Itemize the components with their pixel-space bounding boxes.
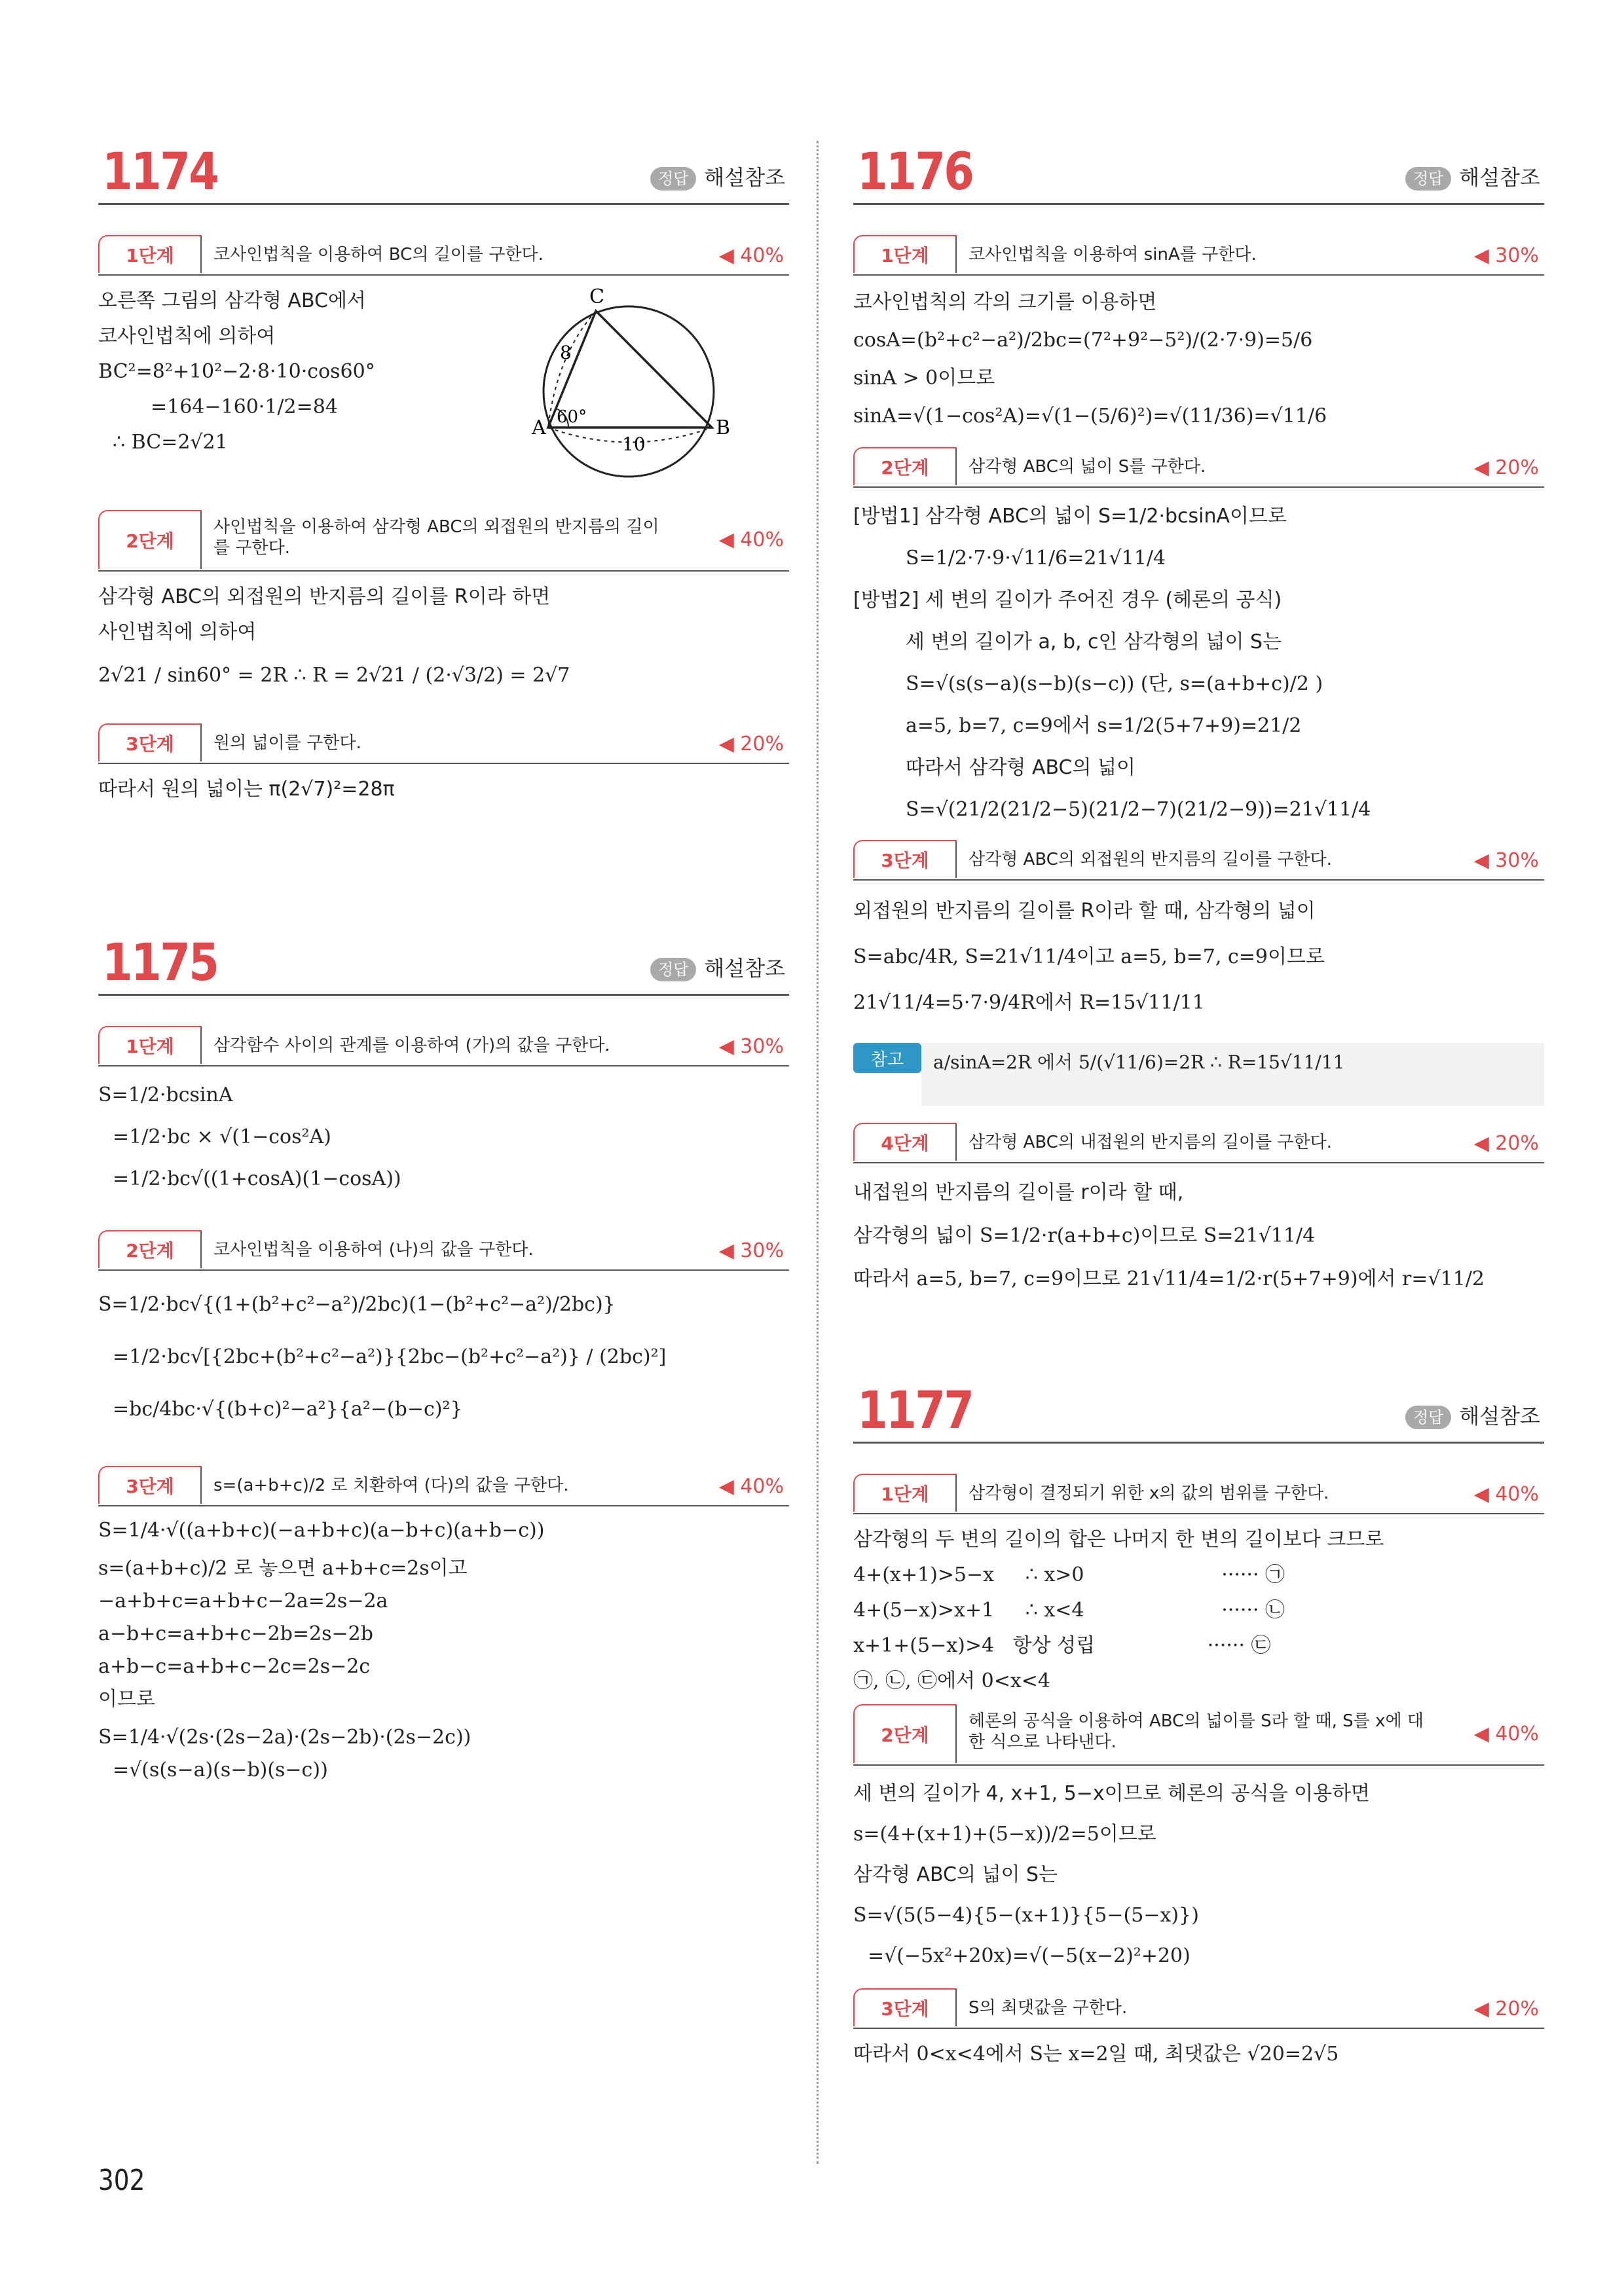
answer-badge: 정답 [1405, 167, 1451, 191]
step-4-solution [853, 1171, 1544, 1301]
step-2-solution [98, 1279, 789, 1436]
solution-line: −a+b+c=a+b+c−2a=2s−2a [98, 1590, 388, 1613]
step-label: 2단계 [853, 1704, 957, 1763]
solution-line: =bc/4bc·√{(b+c)²−a²}{a²−(b−c)²} [113, 1398, 463, 1421]
solution-line: [방법1] 삼각형 ABC의 넓이 S=1/2·bcsinA이므로 [853, 505, 1287, 528]
solution-line: ㉠, ㉡, ㉢에서 0<x<4 [853, 1669, 1051, 1692]
problem-number: 1177 [857, 1381, 973, 1440]
reference-note [853, 1043, 1544, 1108]
solution-line: s=(a+b+c)/2 로 놓으면 a+b+c=2s이고 [98, 1557, 468, 1580]
solution-line: 세 변의 길이가 4, x+1, 5−x이므로 헤론의 공식을 이용하면 [853, 1782, 1371, 1805]
solution-line: S=1/2·bc√{(1+(b²+c²−a²)/2bc)(1−(b²+c²−a²)/2bc)} [98, 1293, 616, 1316]
step-description: 코사인법칙을 이용하여 sinA를 구한다. [969, 245, 1257, 264]
step-1 [98, 1026, 789, 1066]
step-label: 2단계 [98, 510, 202, 569]
step-1 [98, 235, 789, 276]
step-2 [98, 1230, 789, 1271]
step-description: 사인법칙을 이용하여 삼각형 ABC의 외접원의 반지름의 길이를 구한다. [213, 517, 659, 558]
problem-number: 1175 [102, 934, 218, 993]
step-description: 삼각형 ABC의 내접원의 반지름의 길이를 구한다. [969, 1133, 1332, 1152]
solution-line: [방법2] 세 변의 길이가 주어진 경우 (헤론의 공식) [853, 589, 1282, 611]
solution-line: S=√(5(5−4){5−(x+1)}{5−(5−x)}) [853, 1904, 1199, 1927]
solution-line: 삼각형의 넓이 S=1/2·r(a+b+c)이므로 S=21√11/4 [853, 1224, 1316, 1247]
problem-1174 [98, 141, 789, 807]
solution-line: 코사인법칙에 의하여 [98, 325, 276, 348]
solution-line: cosA=(b²+c²−a²)/2bc=(7²+9²−5²)/(2·7·9)=5/6 [853, 329, 1313, 352]
solution-line: 4+(x+1)>5−x ∴ x>0 ······ ㉠ [853, 1563, 1285, 1586]
solution-line: sinA=√(1−cos²A)=√(1−(5/6)²)=√(11/36)=√11/6 [853, 405, 1327, 428]
step-1-solution [853, 1522, 1544, 1699]
triangle-circle-figure [491, 277, 773, 480]
solution-line: S=√(s(s−a)(s−b)(s−c)) (단, s=(a+b+c)/2 ) [906, 672, 1323, 695]
solution-line: 따라서 a=5, b=7, c=9이므로 21√11/4=1/2·r(5+7+9)에서 r=√11/2 [853, 1267, 1485, 1290]
step-2-solution [98, 579, 789, 693]
step-percent: ◀ 30% [1473, 849, 1539, 872]
step-percent: ◀ 30% [718, 1035, 784, 1058]
step-2-solution [853, 1774, 1544, 1977]
step-percent: ◀ 40% [718, 244, 784, 267]
solution-line: 따라서 0<x<4에서 S는 x=2일 때, 최댓값은 √20=2√5 [853, 2043, 1339, 2066]
solution-line: 사인법칙에 의하여 [98, 621, 257, 644]
step-percent: ◀ 40% [718, 1475, 784, 1498]
note-text: a/sinA=2R 에서 5/(√11/6)=2R ∴ R=15√11/11 [921, 1043, 1544, 1106]
solution-line: S=√(21/2(21/2−5)(21/2−7)(21/2−9))=21√11/4 [906, 798, 1371, 821]
step-description: 삼각형 ABC의 외접원의 반지름의 길이를 구한다. [969, 850, 1332, 869]
solution-line: =1/2·bc√[{2bc+(b²+c²−a²)}{2bc−(b²+c²−a²)} / (2bc)²] [113, 1345, 667, 1368]
step-3 [853, 1988, 1544, 2029]
answer-badge: 정답 [650, 167, 696, 191]
step-label: 2단계 [98, 1230, 202, 1268]
problem-1176 [853, 141, 1544, 1301]
step-percent: ◀ 40% [1473, 1483, 1539, 1506]
solution-line: BC²=8²+10²−2·8·10·cos60° [98, 360, 375, 383]
step-description: S의 최댓값을 구한다. [969, 1998, 1128, 2018]
solution-line: S=1/2·bcsinA [98, 1084, 233, 1106]
solution-line: 21√11/4=5·7·9/4R에서 R=15√11/11 [853, 991, 1205, 1014]
problem-number: 1176 [857, 143, 973, 202]
step-percent: ◀ 20% [1473, 1997, 1539, 2020]
step-label: 1단계 [853, 1474, 957, 1512]
step-percent: ◀ 20% [718, 733, 784, 756]
answer-reference: 정답 해설참조 [1405, 1400, 1540, 1430]
step-3-solution [853, 888, 1544, 1026]
step-label: 3단계 [853, 1988, 957, 2026]
side-ab-label: 10 [622, 433, 646, 455]
note-tag: 참고 [853, 1043, 921, 1073]
step-description: 코사인법칙을 이용하여 (나)의 값을 구한다. [213, 1240, 534, 1260]
step-label: 1단계 [853, 235, 957, 273]
solution-line: =1/2·bc × √(1−cos²A) [113, 1125, 331, 1148]
step-2 [98, 510, 789, 572]
problem-header [98, 141, 789, 205]
solution-line: 2√21 / sin60° = 2R ∴ R = 2√21 / (2·√3/2) = 2√7 [98, 664, 570, 687]
step-percent: ◀ 30% [1473, 244, 1539, 267]
solution-line: x+1+(5−x)>4 항상 성립 ······ ㉢ [853, 1634, 1271, 1657]
solution-line: 코사인법칙의 각의 크기를 이용하면 [853, 291, 1157, 314]
step-1-solution [853, 283, 1544, 435]
solution-line: a=5, b=7, c=9에서 s=1/2(5+7+9)=21/2 [906, 714, 1302, 737]
step-percent: ◀ 30% [718, 1239, 784, 1262]
solution-line: 따라서 원의 넓이는 π(2√7)²=28π [98, 778, 395, 801]
solution-line: 이므로 [98, 1688, 155, 1711]
step-percent: ◀ 40% [718, 528, 784, 551]
solution-line: =164−160·1/2=84 [151, 395, 338, 418]
solution-line: 내접원의 반지름의 길이를 r이라 할 때, [853, 1181, 1184, 1204]
solution-line: S=1/2·7·9·√11/6=21√11/4 [906, 547, 1166, 570]
step-description: s=(a+b+c)/2 로 치환하여 (다)의 값을 구한다. [213, 1476, 569, 1495]
step-3 [98, 723, 789, 764]
page-number: 302 [98, 2164, 145, 2197]
solution-line: 삼각형 ABC의 넓이 S는 [853, 1863, 1058, 1886]
step-description: 코사인법칙을 이용하여 BC의 길이를 구한다. [213, 245, 544, 264]
step-description: 삼각형 ABC의 넓이 S를 구한다. [969, 457, 1206, 477]
column-divider [817, 141, 819, 2164]
problem-number: 1174 [102, 143, 218, 202]
solution-line: =√(−5x²+20x)=√(−5(x−2)²+20) [868, 1944, 1190, 1967]
problem-header [853, 1379, 1544, 1444]
step-3 [98, 1466, 789, 1506]
step-2 [853, 447, 1544, 488]
step-label: 3단계 [853, 840, 957, 878]
solution-line: sinA > 0이므로 [853, 367, 995, 390]
step-label: 4단계 [853, 1123, 957, 1161]
step-4 [853, 1123, 1544, 1163]
step-3-solution [853, 2037, 1544, 2072]
solution-line: 외접원의 반지름의 길이를 R이라 할 때, 삼각형의 넓이 [853, 900, 1316, 922]
solution-line: ∴ BC=2√21 [113, 431, 228, 454]
vertex-b-label: B [716, 416, 731, 439]
step-description: 헤론의 공식을 이용하여 ABC의 넓이를 S라 할 때, S를 x에 대한 식으로 나타낸다. [969, 1711, 1424, 1752]
solution-line: =√(s(s−a)(s−b)(s−c)) [113, 1758, 328, 1781]
solution-line: 따라서 삼각형 ABC의 넓이 [906, 756, 1135, 779]
step-2 [853, 1704, 1544, 1766]
step-label: 3단계 [98, 723, 202, 761]
solution-line: 삼각형의 두 변의 길이의 합은 나머지 한 변의 길이보다 크므로 [853, 1528, 1384, 1551]
problem-1177 [853, 1379, 1544, 2072]
problem-header [853, 141, 1544, 205]
solution-line: s=(4+(x+1)+(5−x))/2=5이므로 [853, 1823, 1156, 1846]
step-3-solution [98, 1514, 789, 1787]
step-description: 삼각함수 사이의 관계를 이용하여 (가)의 값을 구한다. [213, 1036, 610, 1055]
step-label: 1단계 [98, 1026, 202, 1064]
solution-line: a−b+c=a+b+c−2b=2s−2b [98, 1622, 373, 1645]
answer-badge: 정답 [650, 958, 696, 981]
step-3 [853, 840, 1544, 881]
problem-1175 [98, 932, 789, 1787]
step-description: 삼각형이 결정되기 위한 x의 값의 범위를 구한다. [969, 1484, 1329, 1503]
step-3-solution [98, 772, 789, 807]
step-percent: ◀ 20% [1473, 456, 1539, 479]
solution-line: 삼각형 ABC의 외접원의 반지름의 길이를 R이라 하면 [98, 585, 551, 608]
angle-label: 60° [557, 407, 587, 427]
solution-line: 4+(5−x)>x+1 ∴ x<4 ······ ㉡ [853, 1599, 1285, 1622]
solution-line: S=1/4·√((a+b+c)(−a+b+c)(a−b+c)(a+b−c)) [98, 1519, 545, 1542]
step-label: 1단계 [98, 235, 202, 273]
step-description: 원의 넓이를 구한다. [213, 733, 361, 753]
solution-line: =1/2·bc√((1+cosA)(1−cosA)) [113, 1167, 401, 1190]
step-percent: ◀ 20% [1473, 1132, 1539, 1155]
vertex-a-label: A [532, 416, 546, 439]
solution-line: S=1/4·√(2s·(2s−2a)·(2s−2b)·(2s−2c)) [98, 1726, 471, 1749]
answer-reference: 정답 해설참조 [650, 161, 785, 191]
step-percent: ◀ 40% [1473, 1722, 1539, 1745]
step-label: 3단계 [98, 1466, 202, 1504]
problem-header [98, 932, 789, 996]
answer-reference: 정답 해설참조 [1405, 161, 1540, 191]
solution-line: a+b−c=a+b+c−2c=2s−2c [98, 1655, 371, 1678]
side-ac-label: 8 [560, 342, 572, 363]
step-1 [853, 235, 1544, 276]
answer-badge: 정답 [1405, 1406, 1451, 1429]
step-2-solution [853, 496, 1544, 831]
step-1 [853, 1474, 1544, 1514]
left-column [98, 141, 789, 1787]
step-1-solution [98, 1074, 789, 1200]
step-label: 2단계 [853, 447, 957, 485]
answer-reference: 정답 해설참조 [650, 952, 785, 982]
right-column [853, 141, 1544, 2072]
vertex-c-label: C [589, 285, 604, 308]
step-1-solution [98, 283, 789, 480]
solution-line: 세 변의 길이가 a, b, c인 삼각형의 넓이 S는 [906, 630, 1282, 653]
solution-line: S=abc/4R, S=21√11/4이고 a=5, b=7, c=9이므로 [853, 945, 1325, 968]
solution-line: 오른쪽 그림의 삼각형 ABC에서 [98, 289, 366, 312]
